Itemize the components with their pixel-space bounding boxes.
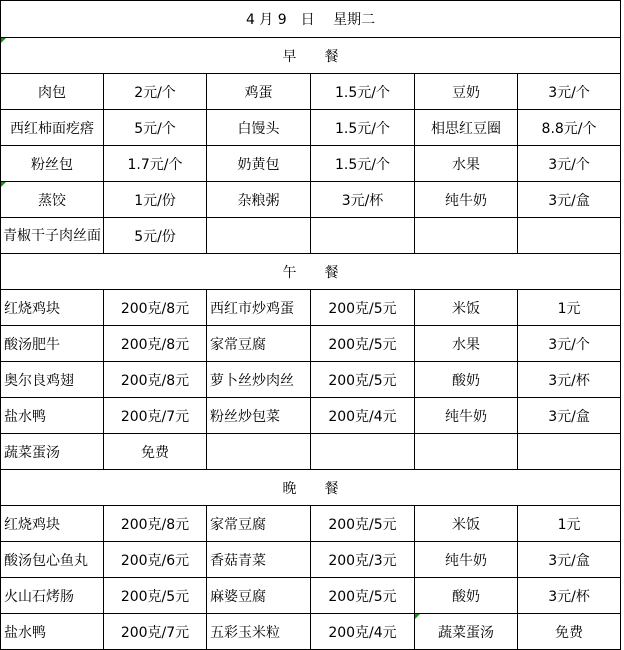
- lunch-item-cell: 酸汤肥牛: [1, 326, 104, 362]
- breakfast-row: [1, 110, 621, 146]
- lunch-item-cell: 纯牛奶: [415, 398, 518, 434]
- lunch-price-cell: 200克/5元: [311, 290, 415, 326]
- lunch-price-cell: 200克/8元: [104, 290, 207, 326]
- dinner-item-cell: 香菇青菜: [207, 542, 311, 578]
- lunch-item-cell: 粉丝炒包菜: [207, 398, 311, 434]
- lunch-item-cell: 西红市炒鸡蛋: [207, 290, 311, 326]
- lunch-price-cell: 1元: [518, 290, 621, 326]
- lunch-price-cell: 3元/个: [518, 326, 621, 362]
- lunch-row: [1, 362, 621, 398]
- dinner-price-cell: 200克/5元: [104, 578, 207, 614]
- lunch-price-cell: 200克/8元: [104, 326, 207, 362]
- lunch-row: [1, 398, 621, 434]
- breakfast-item-cell: 纯牛奶: [415, 182, 518, 218]
- lunch-item-cell: 红烧鸡块: [1, 290, 104, 326]
- breakfast-item-cell: 粉丝包: [1, 146, 104, 182]
- breakfast-price-cell: 8.8元/个: [518, 110, 621, 146]
- date-title: 4 月 9 日 星期二: [1, 1, 621, 38]
- dinner-price-cell: 200克/7元: [104, 614, 207, 650]
- dinner-price-cell: 3元/杯: [518, 578, 621, 614]
- breakfast-price-cell: 3元/盒: [518, 182, 621, 218]
- breakfast-item-cell: 豆奶: [415, 74, 518, 110]
- dinner-item-cell: 火山石烤肠: [1, 578, 104, 614]
- breakfast-row: [1, 74, 621, 110]
- breakfast-item-cell: 蒸饺: [1, 182, 104, 218]
- lunch-item-cell: 盐水鸭: [1, 398, 104, 434]
- lunch-price-cell: 200克/5元: [311, 326, 415, 362]
- breakfast-item-cell: 肉包: [1, 74, 104, 110]
- dinner-price-cell: 200克/5元: [311, 506, 415, 542]
- lunch-item-cell: 萝卜丝炒肉丝: [207, 362, 311, 398]
- dinner-price-cell: 200克/8元: [104, 506, 207, 542]
- breakfast-price-cell: 3元/杯: [311, 182, 415, 218]
- breakfast-price-cell: [311, 218, 415, 254]
- dinner-item-cell: 米饭: [415, 506, 518, 542]
- lunch-price-cell: 免费: [104, 434, 207, 470]
- lunch-price-cell: 3元/盒: [518, 398, 621, 434]
- lunch-item-cell: 酸奶: [415, 362, 518, 398]
- lunch-item-cell: 米饭: [415, 290, 518, 326]
- dinner-item-cell: 蔬菜蛋汤: [415, 614, 518, 650]
- breakfast-price-cell: 1元/份: [104, 182, 207, 218]
- lunch-item-cell: 家常豆腐: [207, 326, 311, 362]
- lunch-item-cell: 水果: [415, 326, 518, 362]
- dinner-row: [1, 578, 621, 614]
- breakfast-item-cell: 杂粮粥: [207, 182, 311, 218]
- lunch-price-cell: 200克/8元: [104, 362, 207, 398]
- breakfast-item-cell: 相思红豆圈: [415, 110, 518, 146]
- lunch-price-cell: [518, 434, 621, 470]
- dinner-price-cell: 免费: [518, 614, 621, 650]
- breakfast-price-cell: 3元/个: [518, 74, 621, 110]
- breakfast-item-cell: 鸡蛋: [207, 74, 311, 110]
- lunch-row: [1, 290, 621, 326]
- breakfast-item-cell: [207, 218, 311, 254]
- dinner-price-cell: 1元: [518, 506, 621, 542]
- breakfast-item-cell: 白馒头: [207, 110, 311, 146]
- breakfast-price-cell: 1.5元/个: [311, 110, 415, 146]
- lunch-price-cell: 3元/杯: [518, 362, 621, 398]
- dinner-item-cell: 麻婆豆腐: [207, 578, 311, 614]
- dinner-item-cell: 酸奶: [415, 578, 518, 614]
- dinner-price-cell: 200克/5元: [311, 578, 415, 614]
- dinner-item-cell: 家常豆腐: [207, 506, 311, 542]
- lunch-heading: 午 餐: [1, 254, 621, 290]
- dinner-item-cell: 盐水鸭: [1, 614, 104, 650]
- dinner-heading: 晚 餐: [1, 470, 621, 506]
- dinner-price-cell: 3元/盒: [518, 542, 621, 578]
- breakfast-price-cell: 1.5元/个: [311, 146, 415, 182]
- breakfast-price-cell: 5元/个: [104, 110, 207, 146]
- lunch-item-cell: [207, 434, 311, 470]
- dinner-item-cell: 红烧鸡块: [1, 506, 104, 542]
- breakfast-item-cell: 青椒干子肉丝面: [1, 218, 104, 254]
- breakfast-row: [1, 146, 621, 182]
- lunch-price-cell: 200克/5元: [311, 362, 415, 398]
- dinner-price-cell: 200克/3元: [311, 542, 415, 578]
- lunch-item-cell: 蔬菜蛋汤: [1, 434, 104, 470]
- breakfast-price-cell: 1.5元/个: [311, 74, 415, 110]
- breakfast-price-cell: [518, 218, 621, 254]
- dinner-price-cell: 200克/6元: [104, 542, 207, 578]
- dinner-price-cell: 200克/4元: [311, 614, 415, 650]
- lunch-price-cell: 200克/7元: [104, 398, 207, 434]
- lunch-row: [1, 434, 621, 470]
- breakfast-item-cell: 西红柿面疙瘩: [1, 110, 104, 146]
- lunch-item-cell: [415, 434, 518, 470]
- breakfast-price-cell: 1.7元/个: [104, 146, 207, 182]
- dinner-row: [1, 542, 621, 578]
- breakfast-item-cell: 水果: [415, 146, 518, 182]
- dinner-row: [1, 614, 621, 650]
- lunch-row: [1, 326, 621, 362]
- breakfast-heading: 早 餐: [1, 38, 621, 74]
- lunch-item-cell: 奥尔良鸡翅: [1, 362, 104, 398]
- dinner-item-cell: 酸汤包心鱼丸: [1, 542, 104, 578]
- breakfast-price-cell: 2元/个: [104, 74, 207, 110]
- breakfast-price-cell: 3元/个: [518, 146, 621, 182]
- dinner-row: [1, 506, 621, 542]
- breakfast-price-cell: 5元/份: [104, 218, 207, 254]
- dinner-item-cell: 五彩玉米粒: [207, 614, 311, 650]
- dinner-item-cell: 纯牛奶: [415, 542, 518, 578]
- breakfast-item-cell: [415, 218, 518, 254]
- lunch-price-cell: 200克/4元: [311, 398, 415, 434]
- breakfast-row: [1, 218, 621, 254]
- breakfast-row: [1, 182, 621, 218]
- lunch-price-cell: [311, 434, 415, 470]
- breakfast-item-cell: 奶黄包: [207, 146, 311, 182]
